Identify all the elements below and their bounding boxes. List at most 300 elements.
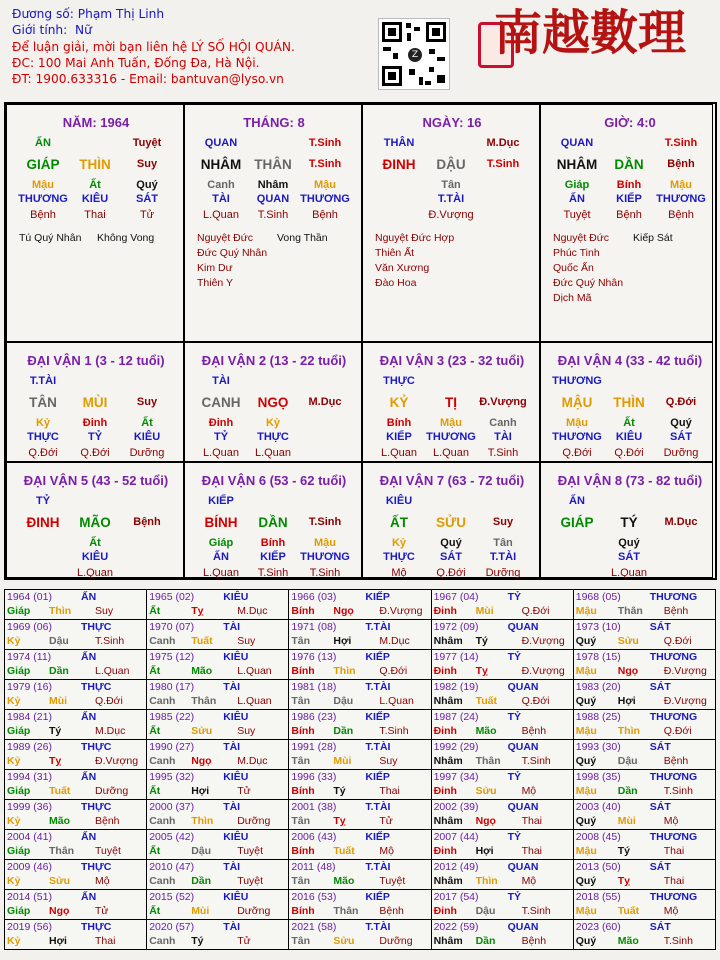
- year-stem: Quý: [575, 815, 597, 827]
- hidden-ten-god: TÀI: [212, 193, 230, 205]
- year-branch: Thìn: [191, 815, 214, 827]
- year-branch: Tuất: [475, 695, 497, 707]
- year-ten-god: THƯƠNG: [649, 831, 698, 843]
- hidden-ten-god: THƯƠNG: [300, 193, 350, 205]
- year-ten-god: KIÊU: [223, 591, 249, 603]
- hidden-ten-god: KIẾP: [386, 431, 412, 443]
- year-cell: [431, 740, 573, 770]
- year-stem: Ất: [149, 845, 161, 857]
- year-stem: Tân: [291, 695, 311, 707]
- hidden-stem: Quý: [670, 417, 692, 429]
- year-stage: Bệnh: [521, 725, 547, 737]
- year-stage: Tử: [237, 785, 251, 797]
- year-cell: [5, 650, 147, 680]
- year-ten-god: QUAN: [507, 921, 539, 933]
- hidden-stage: T.Sinh: [309, 567, 341, 579]
- year-label: 1966 (03): [291, 591, 337, 603]
- year-stem: Quý: [575, 695, 597, 707]
- year-ten-god: SÁT: [649, 921, 671, 933]
- hidden-stage: Q.Đới: [28, 447, 58, 459]
- earthly-branch: TỊ: [445, 395, 457, 410]
- year-ten-god: T.TÀI: [365, 621, 391, 633]
- year-row: [5, 860, 716, 890]
- year-stage: Thai: [379, 785, 400, 797]
- hidden-ten-god: KIÊU: [81, 551, 109, 563]
- year-label: 1997 (34): [433, 771, 479, 783]
- hidden-stem: Bính: [386, 417, 412, 429]
- year-branch: Sửu: [49, 875, 71, 887]
- hidden-stem: Giáp: [564, 179, 590, 191]
- earthly-branch: THÌN: [79, 157, 111, 172]
- year-label: 1978 (15): [575, 651, 621, 663]
- year-stem: Tân: [291, 875, 311, 887]
- year-stem: Canh: [149, 755, 176, 767]
- year-label: 1986 (23): [291, 711, 337, 723]
- year-stem: Canh: [149, 815, 176, 827]
- hidden-ten-god: SÁT: [440, 551, 462, 563]
- year-ten-god: TÀI: [223, 621, 241, 633]
- year-cell: [573, 620, 715, 650]
- earthly-branch: DẦN: [258, 515, 288, 530]
- year-stem: Canh: [149, 695, 176, 707]
- year-row: [5, 830, 716, 860]
- star-label: Thiên Ất: [375, 247, 415, 259]
- hidden-stage: L.Quan: [432, 447, 470, 459]
- year-cell: [573, 650, 715, 680]
- year-branch: Mão: [49, 815, 70, 827]
- year-cell: [573, 920, 715, 950]
- hidden-ten-god: THỰC: [383, 551, 415, 563]
- hidden-stem: Mậu: [32, 179, 54, 191]
- year-cell: [5, 920, 147, 950]
- hidden-stage: Bệnh: [30, 209, 56, 221]
- year-stage: Mộ: [521, 875, 537, 887]
- dai-van-ten-god: THỰC: [383, 375, 415, 387]
- year-cell: [431, 800, 573, 830]
- hidden-stage: T.Sinh: [257, 209, 289, 221]
- year-branch: Thân: [617, 605, 643, 617]
- year-cell: [289, 680, 431, 710]
- year-ten-god: QUAN: [507, 741, 539, 753]
- hidden-ten-god: THƯƠNG: [426, 431, 476, 443]
- year-branch: Thìn: [475, 875, 498, 887]
- year-row: [5, 620, 716, 650]
- year-branch: Dậu: [617, 755, 638, 767]
- year-label: 2011 (48): [291, 861, 336, 873]
- dai-van-7: [362, 462, 540, 578]
- hidden-stage: Mộ: [391, 567, 407, 579]
- year-cell: [147, 620, 289, 650]
- year-ten-god: KIÊU: [223, 651, 249, 663]
- year-stage: Dưỡng: [379, 935, 413, 947]
- hidden-ten-god: ẤN: [213, 551, 229, 563]
- year-stage: Tử: [379, 815, 393, 827]
- year-cell: [289, 620, 431, 650]
- hidden-stem: Quý: [136, 179, 158, 191]
- year-label: 2013 (50): [575, 861, 621, 873]
- branch-stage: T.Sinh: [486, 158, 520, 170]
- ten-god-label: THÂN: [383, 137, 415, 149]
- year-label: 1976 (13): [291, 651, 337, 663]
- address-line: ĐC: 100 Mai Anh Tuấn, Đống Đa, Hà Nội.: [12, 55, 260, 70]
- hidden-ten-god: KIẾP: [616, 193, 642, 205]
- year-ten-god: TỶ: [507, 711, 521, 723]
- year-ten-god: TỶ: [507, 891, 521, 903]
- dai-van-title: ĐẠI VẬN 1 (3 - 12 tuổi): [27, 353, 165, 368]
- pillar-4: [540, 104, 713, 342]
- pillar-title: NGÀY: 16: [422, 115, 482, 130]
- earthly-branch: THÂN: [254, 157, 292, 172]
- hidden-stage: L.Quan: [380, 447, 418, 459]
- dai-van-ten-god: KIẾP: [208, 495, 234, 507]
- year-label: 1999 (36): [7, 801, 52, 813]
- year-row: [5, 740, 716, 770]
- year-stage: Tử: [237, 935, 251, 947]
- earthly-branch: TÝ: [620, 515, 638, 530]
- year-stem: Đinh: [433, 725, 457, 737]
- year-branch: Tuất: [333, 845, 355, 857]
- year-cell: [147, 800, 289, 830]
- year-cell: [289, 770, 431, 800]
- year-label: 2004 (41): [7, 831, 52, 843]
- year-branch: Thìn: [49, 605, 72, 617]
- year-ten-god: THƯƠNG: [649, 591, 698, 603]
- heavenly-stem: CANH: [201, 395, 241, 410]
- hidden-ten-god: KIÊU: [133, 431, 161, 443]
- year-branch: Sửu: [475, 785, 497, 797]
- hidden-stem: Kỷ: [265, 417, 281, 429]
- year-stage: Bệnh: [663, 605, 689, 617]
- year-label: 1989 (26): [7, 741, 52, 753]
- dai-van-ten-god: TÀI: [212, 375, 230, 387]
- year-stage: Suy: [237, 635, 256, 647]
- year-cell: [573, 770, 715, 800]
- year-stage: Q.Đới: [379, 665, 408, 677]
- year-stem: Tân: [291, 635, 311, 647]
- year-stage: Dưỡng: [237, 905, 271, 917]
- year-stem: Mậu: [575, 605, 597, 617]
- hidden-stem: Ất: [141, 417, 153, 429]
- year-stem: Bính: [291, 605, 315, 617]
- qr-code[interactable]: [378, 18, 450, 90]
- year-cell: [147, 590, 289, 620]
- year-stage: T.Sinh: [379, 725, 409, 737]
- year-ten-god: T.TÀI: [365, 681, 391, 693]
- year-ten-god: ẤN: [81, 771, 97, 783]
- year-ten-god: KIÊU: [223, 771, 249, 783]
- year-stage: Mộ: [663, 815, 679, 827]
- year-row: [5, 680, 716, 710]
- hidden-ten-god: KIÊU: [81, 193, 109, 205]
- year-cell: [289, 740, 431, 770]
- year-label: 2014 (51): [7, 891, 52, 903]
- year-branch: Sửu: [617, 635, 639, 647]
- year-branch: Hợi: [49, 935, 67, 947]
- year-row: [5, 770, 716, 800]
- earthly-branch: DẦN: [614, 157, 644, 172]
- year-stage: Tuyệt: [237, 875, 264, 887]
- year-ten-god: QUAN: [507, 681, 539, 693]
- year-stage: Đ.Vượng: [95, 755, 139, 767]
- year-stem: Quý: [575, 875, 597, 887]
- heavenly-stem: MẬU: [561, 395, 593, 410]
- year-stem: Tân: [291, 755, 311, 767]
- heavenly-stem: GIÁP: [26, 157, 60, 172]
- pillar-1: [6, 104, 184, 342]
- hidden-ten-god: TỶ: [213, 431, 229, 443]
- year-stage: Q.Đới: [663, 725, 692, 737]
- hidden-ten-god: KIẾP: [260, 551, 286, 563]
- year-row: [5, 710, 716, 740]
- dai-van-title: ĐẠI VẬN 2 (13 - 22 tuổi): [201, 353, 347, 368]
- year-label: 1977 (14): [433, 651, 479, 663]
- year-cell: [147, 650, 289, 680]
- year-cell: [5, 800, 147, 830]
- year-cell: [5, 620, 147, 650]
- year-cell: [289, 650, 431, 680]
- year-cell: [289, 890, 431, 920]
- star-label: Kiếp Sát: [633, 232, 673, 244]
- hidden-ten-god: THƯƠNG: [552, 431, 602, 443]
- annual-luck-grid: [4, 589, 716, 950]
- year-label: 1987 (24): [433, 711, 479, 723]
- hidden-stage: T.Sinh: [257, 567, 289, 579]
- year-ten-god: TÀI: [223, 741, 241, 753]
- hidden-stem: Ất: [623, 417, 635, 429]
- year-stem: Kỷ: [7, 815, 21, 827]
- earthly-branch: MÃO: [79, 515, 111, 530]
- dai-van-2: [184, 342, 362, 462]
- year-stage: Dưỡng: [95, 785, 129, 797]
- dai-van-title: ĐẠI VẬN 5 (43 - 52 tuổi): [23, 473, 169, 488]
- year-branch: Mão: [475, 725, 497, 737]
- hidden-stem: Đinh: [208, 417, 234, 429]
- year-stem: Canh: [149, 935, 176, 947]
- year-stem: Nhâm: [433, 875, 463, 887]
- year-stage: Mộ: [379, 845, 394, 857]
- year-cell: [5, 860, 147, 890]
- dai-van-title: ĐẠI VẬN 3 (23 - 32 tuổi): [379, 353, 525, 368]
- year-branch: Tý: [49, 725, 62, 737]
- year-cell: [5, 680, 147, 710]
- year-cell: [289, 860, 431, 890]
- hidden-stem: Mậu: [314, 179, 336, 191]
- star-label: Nguyệt Đức Hợp: [375, 232, 455, 244]
- year-branch: Sửu: [333, 935, 355, 947]
- year-branch: Tý: [333, 785, 346, 797]
- year-stem: Đinh: [433, 905, 457, 917]
- gender-line: Giới tính: Nữ: [12, 23, 92, 38]
- heavenly-stem: ĐINH: [382, 157, 416, 172]
- year-branch: Hợi: [475, 845, 494, 857]
- year-ten-god: THỰC: [81, 681, 112, 693]
- hidden-stage: Q.Đới: [614, 447, 644, 459]
- year-stem: Quý: [575, 755, 597, 767]
- year-label: 1984 (21): [7, 711, 52, 723]
- year-stem: Ất: [149, 905, 161, 917]
- year-ten-god: T.TÀI: [365, 861, 391, 873]
- hidden-stage: Tuyệt: [563, 209, 591, 221]
- year-stage: Đ.Vượng: [663, 695, 707, 707]
- year-label: 1973 (10): [575, 621, 621, 633]
- year-stage: Q.Đới: [95, 695, 123, 707]
- hidden-ten-god: TÀI: [494, 431, 512, 443]
- year-stage: Thai: [521, 845, 542, 857]
- hidden-stage: Dưỡng: [663, 447, 699, 459]
- year-ten-god: THỰC: [81, 861, 112, 873]
- year-stem: Giáp: [7, 605, 31, 617]
- hidden-stem: Mậu: [440, 417, 462, 429]
- year-ten-god: KIẾP: [365, 771, 390, 783]
- year-label: 1965 (02): [149, 591, 195, 603]
- hidden-stage: Bệnh: [668, 209, 694, 221]
- year-stage: T.Sinh: [663, 785, 693, 797]
- year-label: 2018 (55): [575, 891, 621, 903]
- hidden-stage: L.Quan: [610, 567, 648, 579]
- heavenly-stem: TÂN: [29, 395, 57, 410]
- year-branch: Thân: [475, 755, 501, 767]
- year-cell: [147, 710, 289, 740]
- year-cell: [289, 800, 431, 830]
- year-label: 2003 (40): [575, 801, 621, 813]
- hidden-stage: L.Quan: [254, 447, 292, 459]
- year-stem: Tân: [291, 935, 311, 947]
- year-stage: Q.Đới: [663, 635, 692, 647]
- dai-van-ten-god: KIÊU: [385, 495, 413, 507]
- year-stage: Tuyệt: [237, 845, 264, 857]
- year-cell: [5, 830, 147, 860]
- year-row: [5, 590, 716, 620]
- contact-line: Để luận giải, mời bạn liên hệ LÝ SỐ HỘI QUÁN.: [12, 39, 295, 54]
- hidden-ten-god: T.TÀI: [437, 193, 465, 205]
- year-stem: Đinh: [433, 845, 457, 857]
- dai-van-5: [6, 462, 184, 578]
- year-label: 2005 (42): [149, 831, 195, 843]
- year-stage: Đ.Vượng: [521, 635, 565, 647]
- dai-van-stage: M.Dục: [308, 396, 342, 408]
- hidden-stem: Mậu: [670, 179, 692, 191]
- year-label: 2020 (57): [149, 921, 195, 933]
- year-label: 2010 (47): [149, 861, 195, 873]
- year-branch: Dậu: [191, 845, 212, 857]
- hidden-stem: Quý: [618, 537, 640, 549]
- year-label: 2009 (46): [7, 861, 52, 873]
- year-stem: Bính: [291, 785, 315, 797]
- year-ten-god: KIẾP: [365, 831, 390, 843]
- year-stem: Ất: [149, 665, 161, 677]
- year-branch: Hợi: [617, 695, 636, 707]
- year-stem: Quý: [575, 635, 597, 647]
- year-stage: Suy: [379, 755, 398, 767]
- hidden-stage: Bệnh: [312, 209, 338, 221]
- hidden-stem: Quý: [440, 537, 462, 549]
- year-stage: L.Quan: [237, 665, 272, 677]
- dai-van-ten-god: THƯƠNG: [552, 375, 602, 387]
- year-cell: [289, 920, 431, 950]
- year-ten-god: T.TÀI: [365, 921, 391, 933]
- earthly-branch: SỬU: [436, 515, 466, 530]
- year-label: 1983 (20): [575, 681, 621, 693]
- year-stage: Tuyệt: [379, 875, 406, 887]
- dai-van-stage: Đ.Vượng: [479, 396, 527, 408]
- earthly-branch: THÌN: [613, 395, 645, 410]
- hidden-stage: L.Quan: [202, 209, 240, 221]
- year-cell: [431, 920, 573, 950]
- year-stage: Thai: [95, 935, 116, 947]
- year-stage: Đ.Vượng: [521, 665, 565, 677]
- year-stage: Mộ: [95, 875, 110, 887]
- growth-stage: M.Dục: [486, 137, 520, 149]
- heavenly-stem: KỶ: [389, 395, 409, 410]
- year-branch: Mùi: [617, 815, 636, 827]
- year-stage: M.Dục: [237, 605, 268, 617]
- dai-van-4: [540, 342, 713, 462]
- year-row: [5, 890, 716, 920]
- year-label: 1982 (19): [433, 681, 479, 693]
- year-label: 2002 (39): [433, 801, 479, 813]
- pillar-chart: [4, 102, 717, 580]
- hidden-stage: Dưỡng: [485, 567, 521, 579]
- year-stem: Kỷ: [7, 875, 21, 887]
- year-ten-god: KIẾP: [365, 591, 390, 603]
- ten-god-label: QUAN: [560, 137, 594, 149]
- year-cell: [5, 740, 147, 770]
- year-stage: M.Dục: [95, 725, 126, 737]
- heavenly-stem: NHÂM: [200, 157, 242, 172]
- year-label: 1992 (29): [433, 741, 479, 753]
- year-ten-god: QUAN: [507, 621, 539, 633]
- year-stem: Ất: [149, 785, 161, 797]
- earthly-branch: MÙI: [82, 395, 108, 410]
- star-label: Phúc Tinh: [553, 247, 600, 259]
- hidden-stage: Dưỡng: [129, 447, 165, 459]
- star-label: Kim Dư: [197, 262, 233, 274]
- star-label: Thiên Y: [197, 277, 233, 289]
- year-branch: Dậu: [333, 695, 354, 707]
- year-stem: Bính: [291, 725, 315, 737]
- year-stem: Canh: [149, 875, 176, 887]
- year-stem: Nhâm: [433, 815, 463, 827]
- year-label: 2000 (37): [149, 801, 195, 813]
- hidden-stem: Mậu: [314, 537, 336, 549]
- gender-value: Nữ: [75, 23, 92, 38]
- star-label: Tú Quý Nhân: [19, 232, 82, 244]
- ten-god-label: ẤN: [35, 137, 51, 149]
- year-ten-god: KIÊU: [223, 891, 249, 903]
- year-cell: [573, 800, 715, 830]
- year-stem: Giáp: [7, 665, 31, 677]
- year-cell: [431, 590, 573, 620]
- year-branch: Tý: [617, 845, 631, 857]
- year-ten-god: ẤN: [81, 891, 97, 903]
- hidden-stem: Kỷ: [391, 537, 407, 549]
- year-stem: Kỷ: [7, 755, 21, 767]
- star-label: Đào Hoa: [375, 277, 417, 289]
- year-ten-god: SÁT: [649, 801, 671, 813]
- year-stem: Ất: [149, 605, 161, 617]
- hidden-ten-god: THỰC: [27, 431, 59, 443]
- hidden-stem: Ất: [89, 179, 101, 191]
- year-stage: M.Dục: [237, 755, 268, 767]
- pillar-title: GIỜ: 4:0: [604, 115, 656, 130]
- hidden-stem: Mậu: [566, 417, 588, 429]
- year-label: 1996 (33): [291, 771, 337, 783]
- year-cell: [289, 710, 431, 740]
- year-stem: Mậu: [575, 845, 597, 857]
- dai-van-stage: Suy: [136, 396, 158, 408]
- dai-van-title: ĐẠI VẬN 4 (33 - 42 tuổi): [557, 353, 703, 368]
- year-cell: [147, 920, 289, 950]
